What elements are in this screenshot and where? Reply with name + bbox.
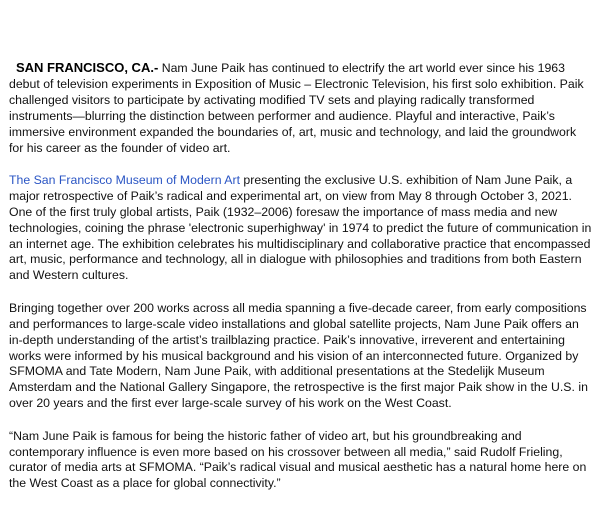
paragraph-museum xyxy=(9,173,592,284)
paragraph-works xyxy=(9,301,592,412)
paragraph-works-text: Bringing together over 200 works across all media spanning a five-decade career, from early compositions and performances to large-scale video installations and global satellite projects, Nam June Paik offers an in-depth understanding of the artist’s trailblazing practice. Paik’s innovative, irreverent and entertaining works were informed by his musical background and his vision of an interconnected future. Organized by SFMOMA and Tate Modern, Nam June Paik, with additional presentations at the Stedelijk Museum Amsterdam and the National Gallery Singapore, the retrospective is the first major Paik show in the U.S. in over 20 years and the first ever large-scale survey of his work on the West Coast. xyxy=(9,300,588,411)
paragraph-museum-text: presenting the exclusive U.S. exhibition of Nam June Paik, a major retrospective of Paik’s radical and experimental art, on view from May 8 through October 3, 2021. One of the first truly global artists, Paik (1932–2006) foresaw the importance of mass media and new technologies, coining the phrase 'electronic superhighway' in 1974 to predict the future of communication in an internet age. The exhibition celebrates his multidisciplinary and collaborative practice that encompassed art, music, performance and technology, all in dialogue with philosophies and traditions from both Eastern and Western cultures. xyxy=(9,172,592,283)
paragraph-intro xyxy=(9,60,592,156)
paragraph-intro-text: Nam June Paik has continued to electrify the art world ever since his 1963 debut of television experiments in Exposition of Music – Electronic Television, his first solo exhibition. Paik challenged visitors to participate by activating modified TV sets and playing radically transformed instruments—blurring the distinction between performer and audience. Playful and interactive, Paik’s immersive environment expanded the boundaries of, art, music and technology, and laid the groundwork for his career as the founder of video art. xyxy=(9,61,584,155)
paragraph-quote-text: “Nam June Paik is famous for being the historic father of video art, but his groundbreaking and contemporary influence is even more based on his crossover between all media,” said Rudolf Frieling, curator of media arts at SFMOMA. “Paik’s radical visual and musical aesthetic has a natural home here on the West Coast as a place for global connectivity.” xyxy=(9,428,587,491)
paragraph-quote xyxy=(9,429,592,493)
sfmoma-link[interactable]: The San Francisco Museum of Modern Art xyxy=(9,172,241,187)
article-body xyxy=(9,60,592,509)
dateline: SAN FRANCISCO, CA.- xyxy=(16,60,159,75)
